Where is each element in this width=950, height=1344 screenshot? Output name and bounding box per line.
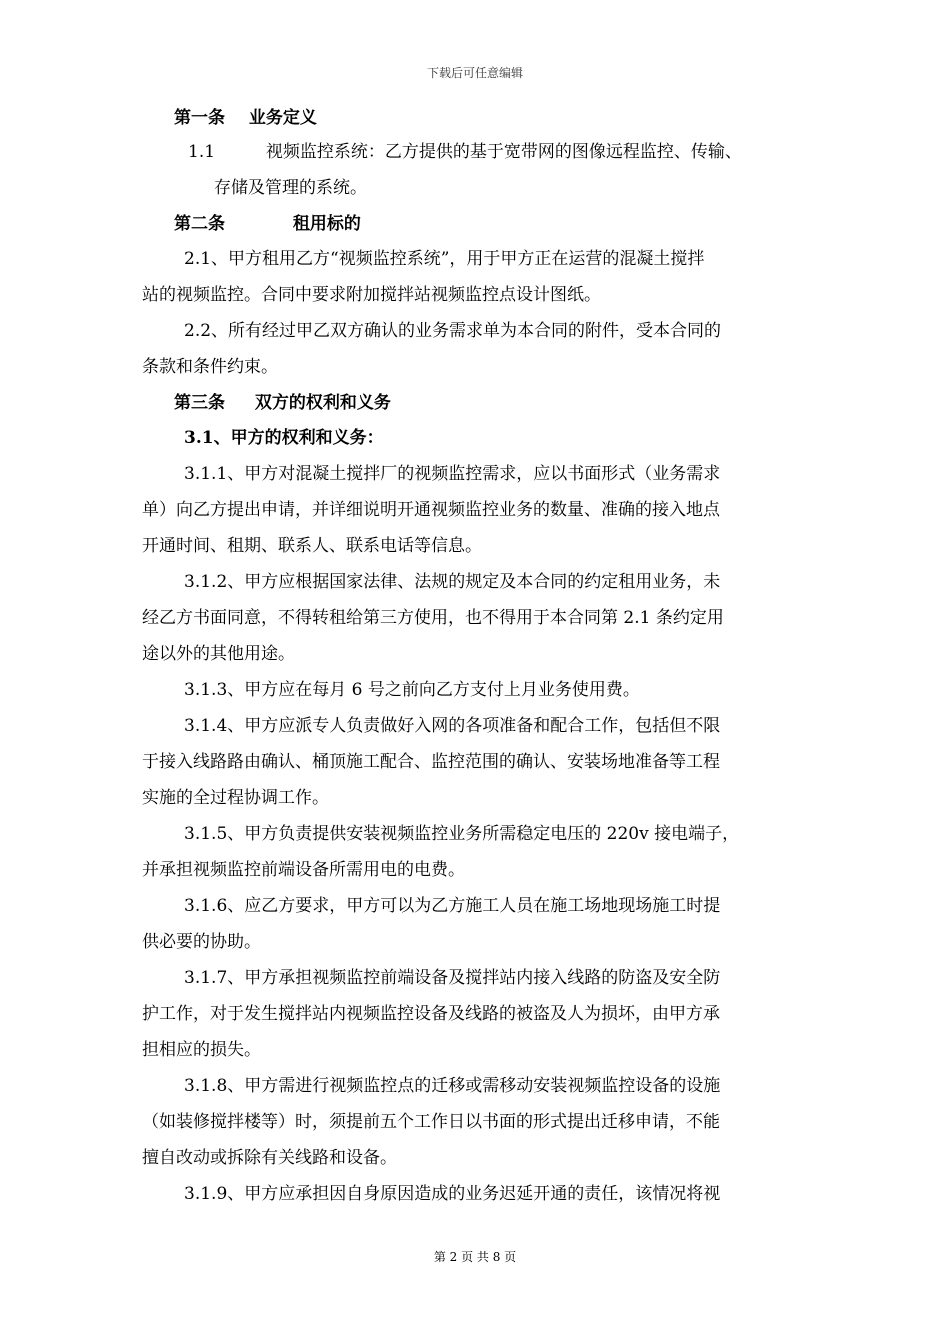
text-line: 供必要的协助。	[142, 932, 261, 952]
text-line: 实施的全过程协调工作。	[142, 788, 329, 808]
text-line: 3.1.6、应乙方要求，甲方可以为乙方施工人员在施工场地现场施工时提	[184, 896, 721, 916]
item-number: 1.1	[188, 142, 216, 162]
text-line: （如装修搅拌楼等）时，须提前五个工作日以书面的形式提出迁移申请，不能	[142, 1112, 720, 1132]
text-line: 于接入线路路由确认、桶顶施工配合、监控范围的确认、安装场地准备等工程	[142, 752, 720, 772]
text-line: 护工作，对于发生搅拌站内视频监控设备及线路的被盗及人为损坏，由甲方承	[142, 1004, 720, 1024]
text-line: 2.2、所有经过甲乙双方确认的业务需求单为本合同的附件，受本合同的	[184, 321, 722, 341]
text-line: 站的视频监控。合同中要求附加搅拌站视频监控点设计图纸。	[142, 285, 601, 305]
text-line: 3.1.7、甲方承担视频监控前端设备及搅拌站内接入线路的防盗及安全防	[184, 968, 721, 988]
article-2-title: 租用标的	[292, 214, 361, 234]
article-1-title: 业务定义	[248, 108, 317, 128]
text-line: 3.1.3、甲方应在每月 6 号之前向乙方支付上月业务使用费。	[184, 680, 640, 700]
text-line: 存储及管理的系统。	[214, 178, 367, 198]
text-line: 视频监控系统：乙方提供的基于宽带网的图像远程监控、传输、	[265, 142, 742, 162]
section-3-1-heading: 3.1、甲方的权利和义务：	[184, 428, 384, 448]
page-header: 下载后可任意编辑	[426, 66, 523, 80]
text-line: 3.1.2、甲方应根据国家法律、法规的规定及本合同的约定租用业务，未	[184, 572, 721, 592]
text-line: 开通时间、租期、联系人、联系电话等信息。	[142, 536, 482, 556]
text-line: 单）向乙方提出申请，并详细说明开通视频监控业务的数量、准确的接入地点	[142, 500, 720, 520]
article-2-number: 第二条	[174, 214, 225, 234]
article-3-title: 双方的权利和义务	[254, 393, 391, 413]
text-line: 擅自改动或拆除有关线路和设备。	[142, 1148, 397, 1168]
text-line: 3.1.1、甲方对混凝土搅拌厂的视频监控需求，应以书面形式（业务需求	[184, 464, 721, 484]
text-line: 2.1、甲方租用乙方“视频监控系统”，用于甲方正在运营的混凝土搅拌	[184, 249, 705, 269]
text-line: 3.1.8、甲方需进行视频监控点的迁移或需移动安装视频监控设备的设施	[184, 1076, 721, 1096]
text-line: 并承担视频监控前端设备所需用电的电费。	[142, 860, 465, 880]
text-line: 担相应的损失。	[142, 1040, 261, 1060]
article-1-number: 第一条	[174, 108, 225, 128]
text-line: 经乙方书面同意，不得转租给第三方使用，也不得用于本合同第 2.1 条约定用	[142, 608, 724, 628]
article-3-heading	[174, 385, 840, 421]
text-line: 条款和条件约束。	[142, 357, 278, 377]
text-line: 3.1.9、甲方应承担因自身原因造成的业务迟延开通的责任，该情况将视	[184, 1184, 721, 1204]
article-1-heading	[174, 100, 840, 136]
page-footer: 第 2 页 共 8 页	[433, 1250, 517, 1264]
article-2-heading	[174, 206, 840, 242]
article-3-number: 第三条	[174, 393, 225, 413]
text-line: 3.1.5、甲方负责提供安装视频监控业务所需稳定电压的 220v 接电端子，	[184, 824, 740, 844]
text-line: 途以外的其他用途。	[142, 644, 295, 664]
paragraph-1-1	[188, 134, 854, 170]
text-line: 3.1.4、甲方应派专人负责做好入网的各项准备和配合工作，包括但不限	[184, 716, 721, 736]
